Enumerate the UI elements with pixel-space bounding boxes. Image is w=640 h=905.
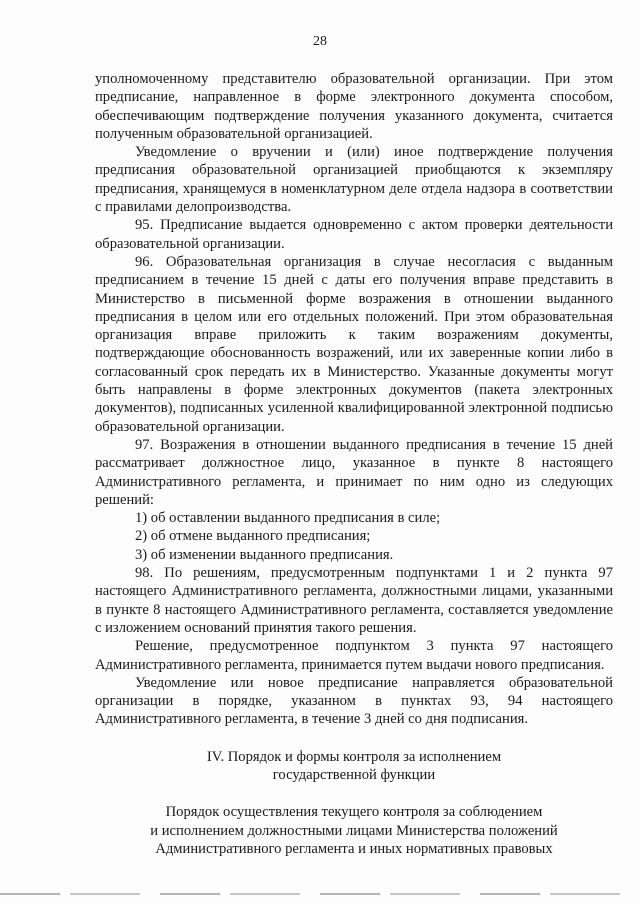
paragraph: 96. Образовательная организация в случае несогласия с выданным предписанием в течение 15 дней с даты его получения вправе представить в Министерство в письменной форме возражения в отношении выданного предписания в целом или его отдельных положений. При этом образовательная организация вправе приложить к таким возражениям документы, подтверждающие обоснованность возражений, или их заверенные копии либо в согласованный срок передать их в Министерство. Указанные документы могут быть направлены в форме электронных документов (пакета электронных документов), подписанных усиленной квалифицированной электронной подписью образовательной организации.	[95, 253, 613, 435]
paragraph: 98. По решениям, предусмотренным подпунктами 1 и 2 пункта 97 настоящего Административного регламента, должностными лицами, указанными в пункте 8 настоящего Административного регламента, составляется уведомление с изложением оснований принятия такого решения.	[95, 565, 613, 636]
list-item: 3) об изменении выданного предписания.	[135, 546, 394, 563]
section-heading-line: IV. Порядок и формы контроля за исполнением	[206, 748, 502, 765]
page-number: 28	[313, 34, 327, 49]
paragraph: уполномоченному представителю образовательной организации. При этом предписание, направленное в форме электронного документа способом, обеспечивающим подтверждение получения указанного документа, считается полученным образовательной организацией.	[95, 71, 613, 142]
document-body	[95, 70, 613, 858]
subsection-heading-line: Порядок осуществления текущего контроля за соблюдением	[165, 804, 543, 821]
list-item: 1) об оставлении выданного предписания в силе;	[135, 510, 441, 527]
paragraph: Уведомление или новое предписание направляется образовательной организации в порядке, указанном в пунктах 93, 94 настоящего Административного регламента, в течение 3 дней со дня подписания.	[95, 674, 613, 728]
section-heading	[95, 748, 613, 785]
subsection-heading-line: и исполнением должностными лицами Министерства положений	[150, 822, 558, 839]
paragraph: 95. Предписание выдается одновременно с актом проверки деятельности образовательной организации.	[95, 217, 613, 252]
paragraph: 97. Возражения в отношении выданного предписания в течение 15 дней рассматривает должностное лицо, указанное в пункте 8 настоящего Административного регламента, и принимает по ним одно из следующих решений:	[95, 436, 613, 508]
subsection-heading	[95, 803, 613, 858]
scan-edge-line	[0, 893, 640, 895]
list-item: 2) об отмене выданного предписания;	[135, 528, 371, 545]
section-heading-line: государственной функции	[272, 766, 436, 783]
paragraph: Решение, предусмотренное подпунктом 3 пункта 97 настоящего Административного регламента, принимается путем выдачи нового предписания.	[95, 638, 613, 673]
paragraph: Уведомление о вручении и (или) иное подтверждение получения предписания образовательной организацией приобщаются к экземпляру предписания, хранящемуся в номенклатурном деле отдела надзора в соответствии с правилами делопроизводства.	[95, 144, 613, 216]
subsection-heading-line: Административного регламента и иных нормативных правовых	[155, 840, 553, 857]
